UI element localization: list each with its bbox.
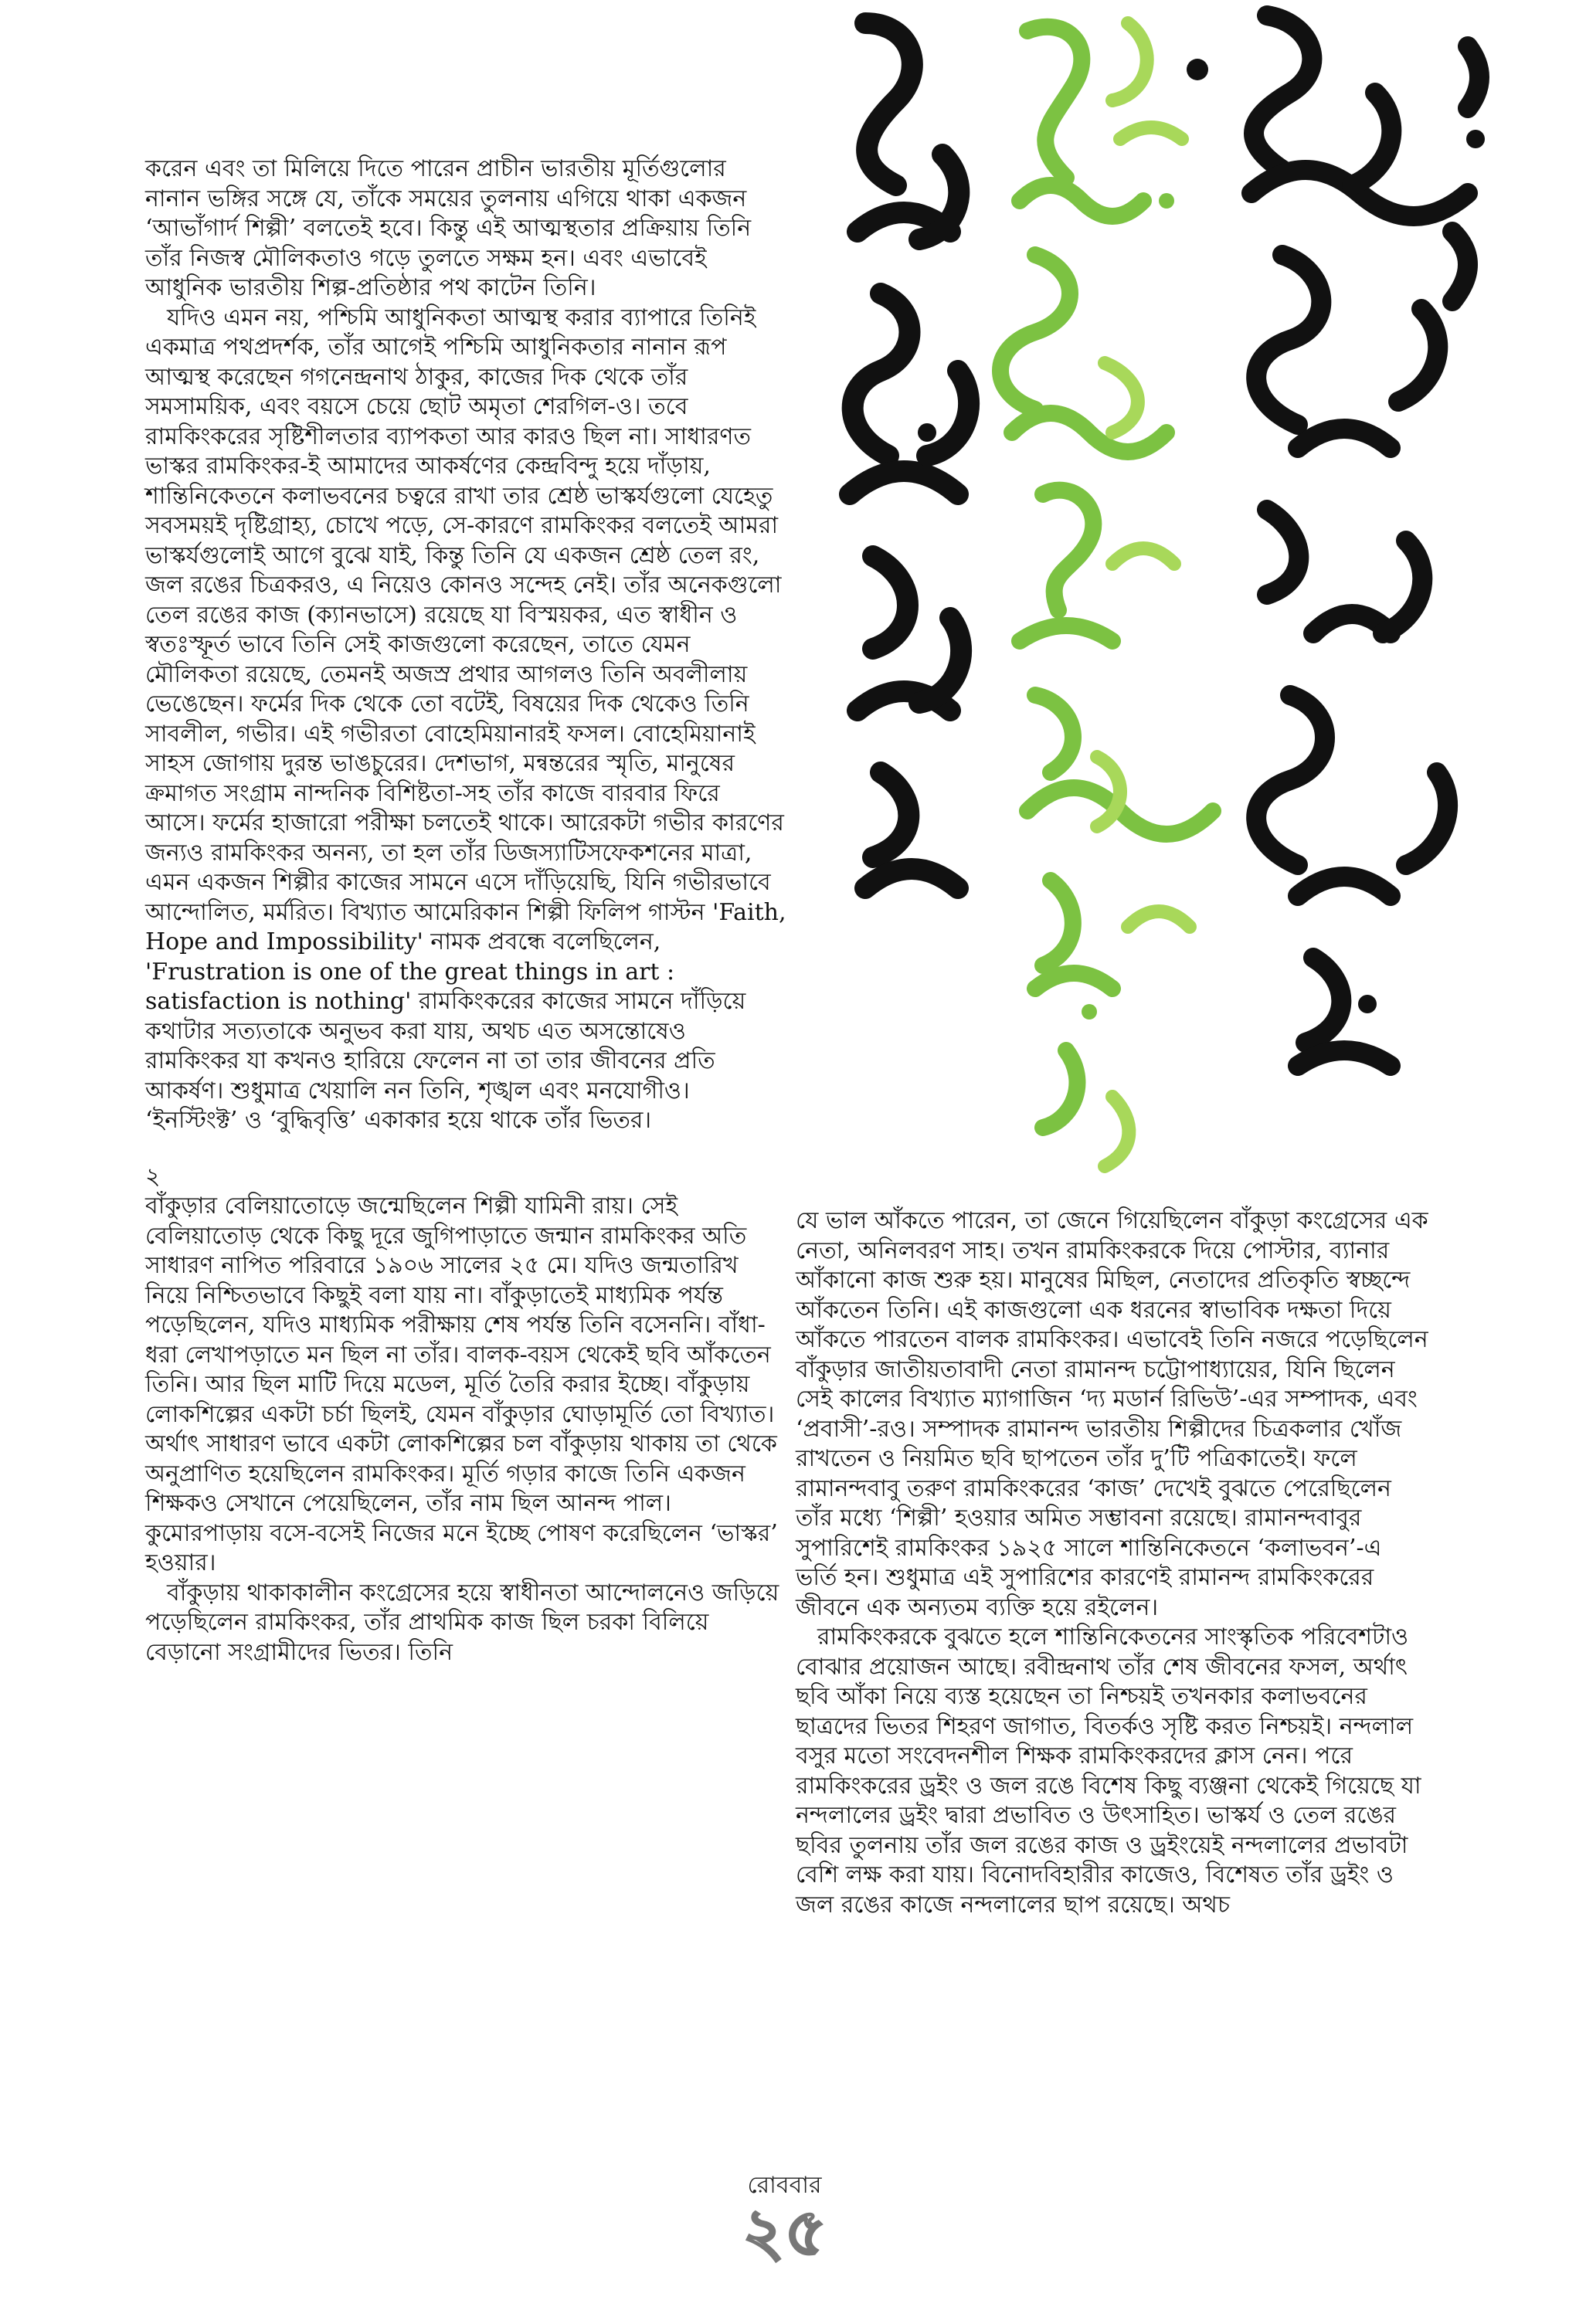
bengali-calligraphy-art-icon	[834, 0, 1514, 1189]
paragraph: যে ভাল আঁকতে পারেন, তা জেনে গিয়েছিলেন বাঁকুড়া কংগ্রেসের এক নেতা, অনিলবরণ সাহ। তখন রামকিংকরকে দিয়ে পোস্টার, ব্যানার আঁকানো কাজ শুরু হয়। মানুষের মিছিল, নেতাদের প্রতিকৃতি স্বচ্ছন্দে আঁকতেন তিনি। এই কাজগুলো এক ধরনের স্বাভাবিক দক্ষতা দিয়ে আঁকতে পারতেন বালক রামকিংকর। এভাবেই তিনি নজরে পড়েছিলেন বাঁকুড়ার জাতীয়তাবাদী নেতা রামানন্দ চট্টোপাধ্যায়ের, যিনি ছিলেন সেই কালের বিখ্যাত ম্যাগাজিন ‘দ্য মডার্ন রিভিউ’-এর সম্পাদক, এবং ‘প্রবাসী’-রও। সম্পাদক রামানন্দ ভারতীয় শিল্পীদের চিত্রকলার খোঁজ রাখতেন ও নিয়মিত ছবি ছাপতেন তাঁর দু’টি পত্রিকাতেই। ফলে রামানন্দবাবু তরুণ রামকিংকরের ‘কাজ’ দেখেই বুঝতে পেরেছিলেন তাঁর মধ্যে ‘শিল্পী’ হওয়ার অমিত সম্ভাবনা রয়েছে। রামানন্দবাবুর সুপারিশেই রামকিংকর ১৯২৫ সালে শান্তিনিকেতনে ‘কলাভবন’-এ ভর্তি হন। শুধুমাত্র এই সুপারিশের কারণেই রামানন্দ রামকিংকরের জীবনে এক অন্যতম ব্যক্তি হয়ে রইলেন।	[796, 1207, 1428, 1621]
paragraph: বাঁকুড়ার বেলিয়াতোড়ে জন্মেছিলেন শিল্পী যামিনী রায়। সেই বেলিয়াতোড় থেকে কিছু দূরে জুগিপাড়াতে জন্মান রামকিংকর অতি সাধারণ নাপিত পরিবারে ১৯০৬ সালের ২৫ মে। যদিও জন্মতারিখ নিয়ে নিশ্চিতভাবে কিছুই বলা যায় না। বাঁকুড়াতেই মাধ্যমিক পর্যন্ত পড়েছিলেন, যদিও মাধ্যমিক পরীক্ষায় শেষ পর্যন্ত তিনি বসেননি। বাঁধা-ধরা লেখাপড়াতে মন ছিল না তাঁর। বালক-বয়স থেকেই ছবি আঁকতেন তিনি। আর ছিল মাটি দিয়ে মডেল, মূর্তি তৈরি করার ইচ্ছে। বাঁকুড়ায় লোকশিল্পের একটা চর্চা ছিলই, যেমন বাঁকুড়ার ঘোড়ামূর্তি তো বিখ্যাত। অর্থাৎ সাধারণ ভাবে একটা লোকশিল্পের চল বাঁকুড়ায় থাকায় তা থেকে অনুপ্রাণিত হয়েছিলেন রামকিংকর। মূর্তি গড়ার কাজে তিনি একজন শিক্ষকও সেখানে পেয়েছিলেন, তাঁর নাম ছিল আনন্দ পাল। কুমোরপাড়ায় বসে-বসেই নিজের মনে ইচ্ছে পোষণ করেছিলেন ‘ভাস্কর’ হওয়ার।	[145, 1193, 778, 1576]
magazine-name: রোববার	[747, 2172, 822, 2199]
page-number: ২৫	[742, 2193, 827, 2270]
paragraph: যদিও এমন নয়, পশ্চিমি আধুনিকতা আত্মস্থ করার ব্যাপারে তিনিই একমাত্র পথপ্রদর্শক, তাঁর আগেই পশ্চিমি আধুনিকতার নানান রূপ আত্মস্থ করেছেন গগনেন্দ্রনাথ ঠাকুর, কাজের দিক থেকে তাঁর সমসাময়িক, এবং বয়সে চেয়ে ছোট অমৃতা শেরগিল-ও। তবে রামকিংকরের সৃষ্টিশীলতার ব্যাপকতা আর কারও ছিল না। সাধারণত ভাস্কর রামকিংকর-ই আমাদের আকর্ষণের কেন্দ্রবিন্দু হয়ে দাঁড়ায়, শান্তিনিকেতনে কলাভবনের চত্বরে রাখা তার শ্রেষ্ঠ ভাস্কর্যগুলো যেহেতু সবসময়ই দৃষ্টিগ্রাহ্য, চোখে পড়ে, সে-কারণে রামকিংকর বলতেই আমরা ভাস্কর্যগুলোই আগে বুঝে যাই, কিন্তু তিনি যে একজন শ্রেষ্ঠ তেল রং, জল রঙের চিত্রকরও, এ নিয়েও কোনও সন্দেহ নেই। তাঁর অনেকগুলো তেল রঙের কাজ (ক্যানভাসে) রয়েছে যা বিস্ময়কর, এত স্বাধীন ও স্বতঃস্ফূর্ত ভাবে তিনি সেই কাজগুলো করেছেন, তাতে যেমন মৌলিকতা রয়েছে, তেমনই অজস্র প্রথার আগলও তিনি অবলীলায় ভেঙেছেন। ফর্মের দিক থেকে তো বটেই, বিষয়ের দিক থেকেও তিনি সাবলীল, গভীর। এই গভীরতা বোহেমিয়ানারই ফসল। বোহেমিয়ানাই সাহস জোগায় দুরন্ত ভাঙচুরের। দেশভাগ, মন্বন্তরের স্মৃতি, মানুষের ক্রমাগত সংগ্রাম নান্দনিক বিশিষ্টতা-সহ তাঁর কাজে বারবার ফিরে আসে। ফর্মের হাজারো পরীক্ষা চলতেই থাকে। আরেকটা গভীর কারণের জন্যও রামকিংকর অনন্য, তা হল তাঁর ডিজস্যাটিসফেকশনের মাত্রা, এমন একজন শিল্পীর কাজের সামনে এসে দাঁড়িয়েছি, যিনি গভীরভাবে আন্দোলিত, মর্মরিত। বিখ্যাত আমেরিকান শিল্পী ফিলিপ গাস্টন 'Faith, Hope and Impossibility' নামক প্রবন্ধে বলেছিলেন, 'Frustration is one of the great things in art : satisfaction is nothing' রামকিংকরের কাজের সামনে দাঁড়িয়ে কথাটার সত্যতাকে অনুভব করা যায়, অথচ এত অসন্তোষেও রামকিংকর যা কখনও হারিয়ে ফেলেন না তা তার জীবনের প্রতি আকর্ষণ। শুধুমাত্র খেয়ালি নন তিনি, শৃঙ্খল এবং মনযোগীও। ‘ইনস্টিংক্ট’ ও ‘বুদ্ধিবৃত্তি’ একাকার হয়ে থাকে তাঁর ভিতর।	[145, 304, 786, 1134]
section-number: ২	[145, 1162, 161, 1190]
right-text-column	[796, 1206, 1429, 2133]
paragraph: বাঁকুড়ায় থাকাকালীন কংগ্রেসের হয়ে স্বাধীনতা আন্দোলনেও জড়িয়ে পড়েছিলেন রামকিংকর, তাঁর প্রাথমিক কাজ ছিল চরকা বিলিয়ে বেড়ানো সংগ্রামীদের ভিতর। তিনি	[145, 1579, 779, 1666]
paragraph: করেন এবং তা মিলিয়ে দিতে পারেন প্রাচীন ভারতীয় মূর্তিগুলোর নানান ভঙ্গির সঙ্গে যে, তাঁকে সময়ের তুলনায় এগিয়ে থাকা একজন ‘আভাঁগার্দ শিল্পী’ বলতেই হবে। কিন্তু এই আত্মস্থতার প্রক্রিয়ায় তিনি তাঁর নিজস্ব মৌলিকতাও গড়ে তুলতে সক্ষম হন। এবং এভাবেই আধুনিক ভারতীয় শিল্প-প্রতিষ্ঠার পথ কাটেন তিনি।	[145, 155, 752, 301]
left-text-column	[145, 154, 786, 2132]
paragraph: রামকিংকরকে বুঝতে হলে শান্তিনিকেতনের সাংস্কৃতিক পরিবেশটাও বোঝার প্রয়োজন আছে। রবীন্দ্রনাথ তাঁর শেষ জীবনের ফসল, অর্থাৎ ছবি আঁকা নিয়ে ব্যস্ত হয়েছেন তা নিশ্চয়ই তখনকার কলাভবনের ছাত্রদের ভিতর শিহরণ জাগাত, বিতর্কও সৃষ্টি করত নিশ্চয়ই। নন্দলাল বসুর মতো সংবেদনশীল শিক্ষক রামকিংকরদের ক্লাস নেন। পরে রামকিংকরের ড্রইং ও জল রঙে বিশেষ কিছু ব্যঞ্জনা থেকেই গিয়েছে যা নন্দলালের ড্রইং দ্বারা প্রভাবিত ও উৎসাহিত। ভাস্কর্য ও তেল রঙের ছবির তুলনায় তাঁর জল রঙের কাজ ও ড্রইংয়েই নন্দলালের প্রভাবটা বেশি লক্ষ করা যায়। বিনোদবিহারীর কাজেও, বিশেষত তাঁর ড্রইং ও জল রঙের কাজে নন্দলালের ছাপ রয়েছে। অথচ	[796, 1623, 1421, 1919]
